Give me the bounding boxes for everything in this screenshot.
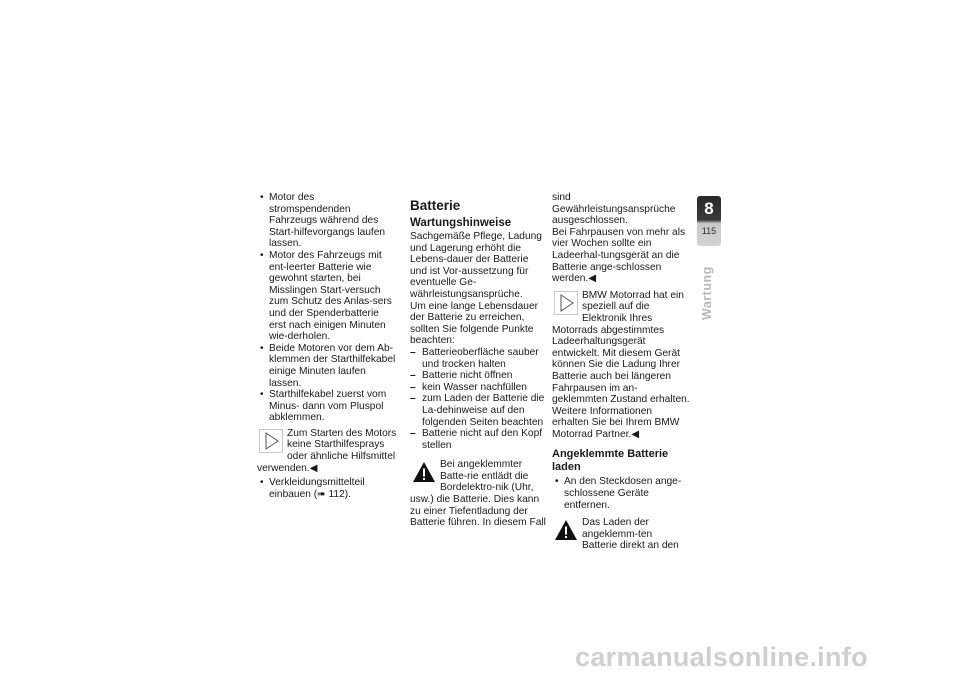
paragraph: Bei Fahrpausen von mehr als vier Wochen sollte ein Ladeerhal-tungsgerät an die Batterie ange-schlossen werden.◀ [552,226,686,285]
list-item: • Starthilfekabel zuerst vom Minus- dann vom Pluspol abklemmen. [257,389,397,424]
warning-block [410,459,547,529]
subsection-title: Angeklemmte Batterie laden [552,448,669,474]
subsection-title: Wartungshinweise [410,217,512,229]
warning-icon [412,460,436,484]
list-item: • An den Steckdosen ange-schlossene Geräte entfernen. [552,476,690,511]
list-item: • Motor des Fahrzeugs mit ent-leerter Batterie wie gewohnt starten, bei Misslingen Start-versuch zum Schutz des Anlas-sers und der Spenderbatterie erst nach einigen Minuten wie-derholen. [257,250,397,343]
warning-icon [554,518,578,542]
warning-text: Bei angeklemmter Batte-rie entlädt die Bordelektro-nik (Uhr, usw.) die Batterie. Dies kann zu einer Tiefentladung der Batterie führen. In diesem Fall [410,459,546,529]
list-item: • Motor des stromspendenden Fahrzeugs während des Start-hilfevorgangs laufen lassen. [257,192,397,250]
chapter-tab [697,196,721,246]
note-block [257,428,397,474]
triangle-note-icon [554,291,578,315]
bullet-list [552,476,690,511]
list-item: – Batterie nicht auf den Kopf stellen [410,428,547,451]
dash-list [410,347,547,451]
watermark: carmanualsonline.info [575,642,868,672]
list-item: – zum Laden der Batterie die La-dehinweise auf den folgenden Seiten beachten [410,393,547,428]
paragraph: Um eine lange Lebensdauer der Batterie zu erreichen, sollten Sie folgende Punkte beachten: [410,300,539,347]
bullet-list-2 [257,477,397,500]
note-text: BMW Motorrad hat ein speziell auf die Elektronik Ihres Motorrads abgestimmtes Ladeerhaltungsgerät entwickelt. Mit diesem Gerät können Sie die Ladung Ihrer Batterie auch bei längeren Fahrpausen im an-geklemmten Zustand erhalten. Weitere Informationen erhalten Sie bei Ihrem BMW Motorrad Partner.◀ [552,289,690,440]
chapter-number: 8 [704,199,714,218]
bullet-list-1 [257,192,397,424]
list-item: • Beide Motoren vor dem Ab-klemmen der Starthilfekabel einige Minuten laufen lassen. [257,343,397,389]
list-item: • Verkleidungsmittelteil einbauen (➠ 112). [257,477,397,500]
column-1 [257,192,397,500]
note-block [552,290,690,441]
list-item: – Batterie nicht öffnen [410,370,547,382]
column-3 [552,192,690,555]
chapter-label: Wartung [700,266,714,320]
list-item: – kein Wasser nachfüllen [410,382,547,394]
warning-block [552,517,690,552]
column-2 [410,192,547,532]
paragraph: sind Gewährleistungsansprüche ausgeschlossen. [552,192,676,227]
page-number: 115 [701,226,717,236]
list-item: – Batterieoberfläche sauber und trocken halten [410,347,547,370]
note-text: Zum Starten des Motors keine Starthilfesprays oder ähnliche Hilfsmittel verwenden.◀ [257,427,397,474]
paragraph: Sachgemäße Pflege, Ladung und Lagerung erhöht die Lebens-dauer der Batterie und ist Vor-aussetzung für eventuelle Ge-währleistungsansprüche. [410,231,542,300]
warning-text: Das Laden der angeklemm-ten Batterie direkt an den [582,517,679,552]
triangle-note-icon [259,429,283,453]
section-title: Batterie [410,198,461,213]
